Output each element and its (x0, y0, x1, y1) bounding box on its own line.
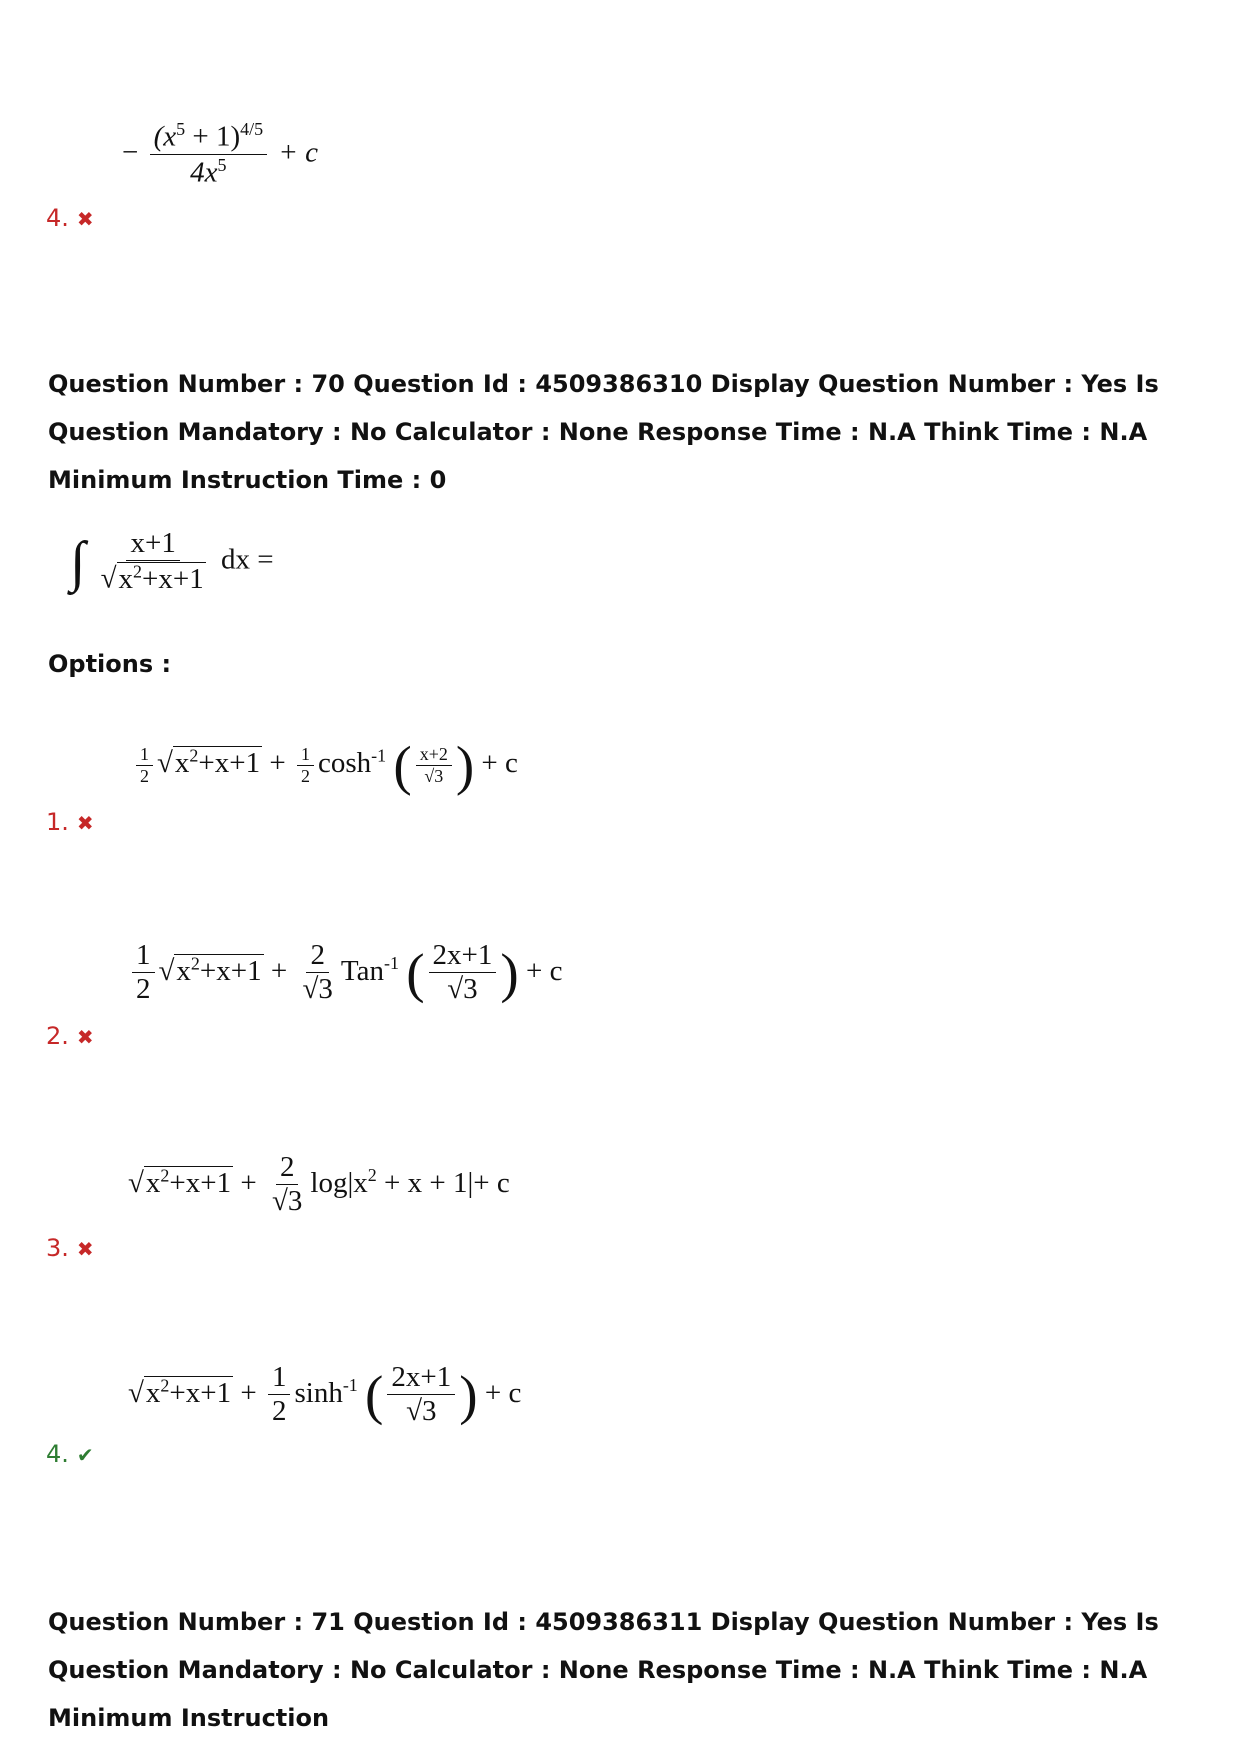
option-3-expression: $√x^2+x+1$ + $\frac{2}{√3}$ $\log|x^2 + x + 1|+ c$ (128, 1151, 510, 1217)
sqrt-symbol: √ (100, 562, 117, 595)
options-label: Options : (48, 650, 172, 678)
option-2-label: 2. ✖ (46, 1022, 94, 1050)
coefficient-fraction: $\frac{2}{√3}$ (271, 1151, 303, 1217)
denominator: $√x^2+x+1$ (100, 560, 204, 595)
argument-fraction: $\frac{x+2}{√3}$ (416, 745, 452, 786)
question-71-header: Question Number : 71 Question Id : 4509386311 Display Question Number : Yes Is Question Mandatory : No Calculator : None Response Time : N.A Think Time : N.A Minimum Instruction (48, 1608, 1159, 1732)
argument-fraction: $\frac{2x+1}{√3}$ (387, 1362, 455, 1428)
coefficient-fraction: $\frac{1}{2}$ (268, 1362, 291, 1428)
fraction (97, 528, 210, 596)
cross-icon: ✖ (76, 1237, 94, 1261)
constant-term: + c (278, 136, 319, 169)
option-2-expression: $\frac{1}{2}$ $√x^2+x+1$ + $\frac{2}{√3}$ Tan$^{-1}$ ( $\frac{2x+1}{√3}$ ) + c (128, 940, 563, 1006)
prev-option-4-expression (122, 120, 318, 190)
option-1-expression: $\frac{1}{2}$ $√x^2+x+1$ + $\frac{1}{2}$ $\cosh^{-1}$ ( $\frac{x+2}{√3}$ ) + c (132, 738, 518, 793)
minus-sign: − (122, 136, 139, 169)
coefficient-fraction: $\frac{2}{√3}$ (302, 939, 333, 1005)
sqrt-symbol: √ (128, 1166, 144, 1199)
function-name: log|x (310, 1166, 368, 1199)
fraction (150, 120, 268, 190)
argument-fraction: $\frac{2x+1}{√3}$ (429, 940, 497, 1006)
function-name: cosh (317, 747, 372, 780)
option-4-label: 4. ✔ (46, 1440, 94, 1468)
numerator: $(x^5 + 1)^{4/5}$ (150, 120, 268, 155)
fraction-half: $\frac{1}{2}$ (297, 745, 314, 786)
question-70-header: Question Number : 70 Question Id : 4509386310 Display Question Number : Yes Is Question Mandatory : No Calculator : None Response Time : N.A Think Time : N.A Minimum Instruction Time : 0 (48, 370, 1159, 494)
function-name: sinh (294, 1376, 343, 1409)
numerator: x+1 (126, 528, 179, 561)
option-1-label: 1. ✖ (46, 808, 94, 836)
sqrt-symbol: √ (128, 1376, 144, 1409)
denominator: $4x^5$ (190, 154, 227, 189)
check-icon: ✔ (76, 1443, 94, 1467)
fraction-half: $\frac{1}{2}$ (132, 940, 155, 1006)
dx-equals: dx = (220, 543, 274, 576)
cross-icon: ✖ (76, 1025, 94, 1049)
integral-sign: ∫ (70, 530, 86, 593)
question-70-integral (70, 528, 274, 596)
option-4-expression: $√x^2+x+1$ + $\frac{1}{2}$ $\sinh^{-1}$ ( $\frac{2x+1}{√3}$ ) + c (128, 1361, 522, 1427)
sqrt-symbol: √ (158, 954, 175, 987)
fraction-half: $\frac{1}{2}$ (136, 745, 153, 786)
cross-icon: ✖ (76, 207, 94, 231)
option-3-label: 3. ✖ (46, 1234, 94, 1262)
cross-icon: ✖ (76, 811, 94, 835)
prev-option-4-label: 4. ✖ (46, 204, 94, 232)
sqrt-symbol: √ (156, 747, 173, 780)
function-name: Tan (340, 954, 384, 987)
